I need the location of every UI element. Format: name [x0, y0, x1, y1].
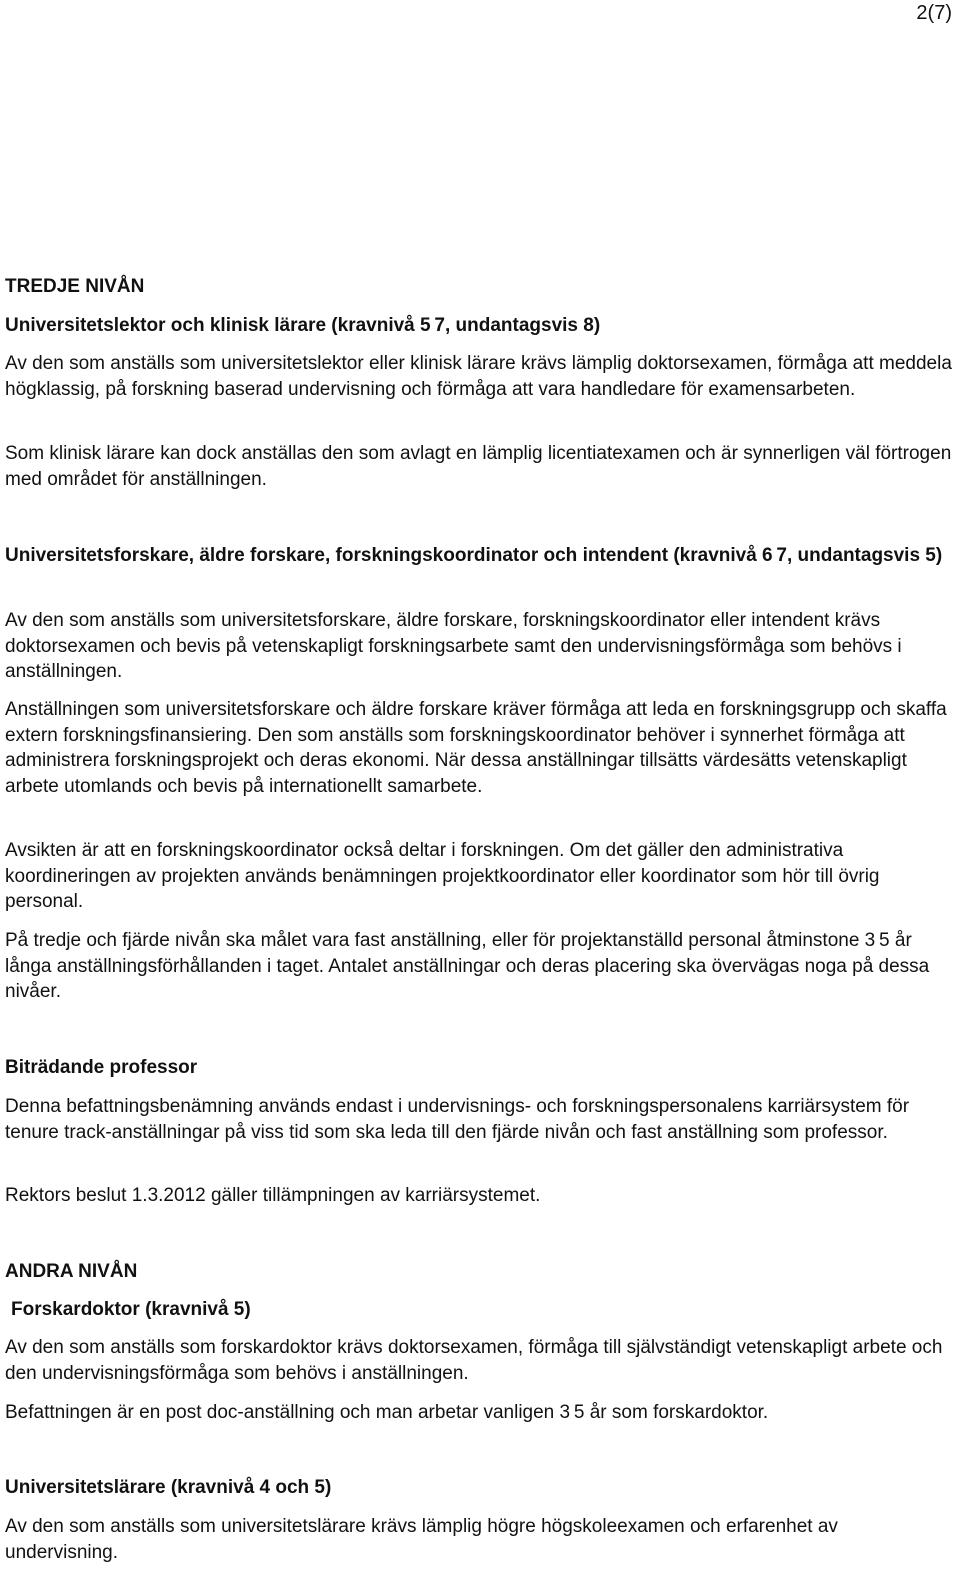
paragraph: Av den som anställs som forskardoktor krävs doktorsexamen, förmåga till självständigt vetenskapligt arbete och den undervisningsförmåga som behövs i anställningen.	[5, 1337, 943, 1384]
paragraph: Av den som anställs som universitetsforskare, äldre forskare, forskningskoordinator eller intendent krävs doktorsexamen och bevis på vetenskapligt forskningsarbete samt den undervisningsförmåga som behövs i anställningen.	[5, 610, 902, 682]
paragraph: Av den som anställs som universitetslärare krävs lämplig högre högskoleexamen och erfarenhet av undervisning.	[5, 1516, 838, 1563]
subheading-universitetslarare: Universitetslärare (kravnivå 4 och 5)	[5, 1477, 332, 1498]
subheading-universitetslektor: Universitetslektor och klinisk lärare (kravnivå 5 7, undantagsvis 8)	[5, 315, 601, 336]
section-heading-andra-nivan: ANDRA NIVÅN	[5, 1261, 138, 1282]
paragraph: Denna befattningsbenämning används endast i undervisnings- och forskningspersonalens karriärsystem för tenure track-anställningar på viss tid som ska leda till den fjärde nivån och fast anställning som professor.	[5, 1096, 910, 1143]
paragraph: Avsikten är att en forskningskoordinator också deltar i forskningen. Om det gäller den administrativa koordineringen av projekten används benämningen projektkoordinator eller koordinator som hör till övrig personal.	[5, 840, 880, 912]
page-number: 2(7)	[916, 2, 952, 24]
subheading-bitradande-professor: Biträdande professor	[5, 1057, 198, 1078]
paragraph: Rektors beslut 1.3.2012 gäller tillämpningen av karriärsystemet.	[5, 1185, 541, 1206]
paragraph: Av den som anställs som universitetslektor eller klinisk lärare krävs lämplig doktorsexamen, förmåga att meddela högklassig, på forskning baserad undervisning och förmåga att vara handledare för examensarbeten.	[5, 353, 952, 400]
subheading-forskardoktor: Forskardoktor (kravnivå 5)	[11, 1299, 251, 1320]
section-heading-tredje-nivan: TREDJE NIVÅN	[5, 276, 145, 297]
paragraph: Som klinisk lärare kan dock anställas den som avlagt en lämplig licentiatexamen och är synnerligen väl förtrogen med området för anställningen.	[5, 443, 952, 490]
paragraph: På tredje och fjärde nivån ska målet vara fast anställning, eller för projektanställd personal åtminstone 3 5 år långa anställningsförhållanden i taget. Antalet anställningar och deras placering ska övervägas noga på dessa nivåer.	[5, 930, 930, 1002]
subheading-universitetsforskare: Universitetsforskare, äldre forskare, forskningskoordinator och intendent (kravnivå 6 7, undantagsvis 5)	[5, 545, 943, 566]
paragraph: Befattningen är en post doc-anställning och man arbetar vanligen 3 5 år som forskardoktor.	[5, 1402, 769, 1423]
paragraph: Anställningen som universitetsforskare och äldre forskare kräver förmåga att leda en forskningsgrupp och skaffa extern forskningsfinansiering. Den som anställs som forskningskoordinator behöver i synnerhet förmåga att administrera forskningsprojekt och deras ekonomi. När dessa anställningar tillsätts värdesätts vetenskapligt arbete utomlands och bevis på internationellt samarbete.	[5, 699, 947, 797]
